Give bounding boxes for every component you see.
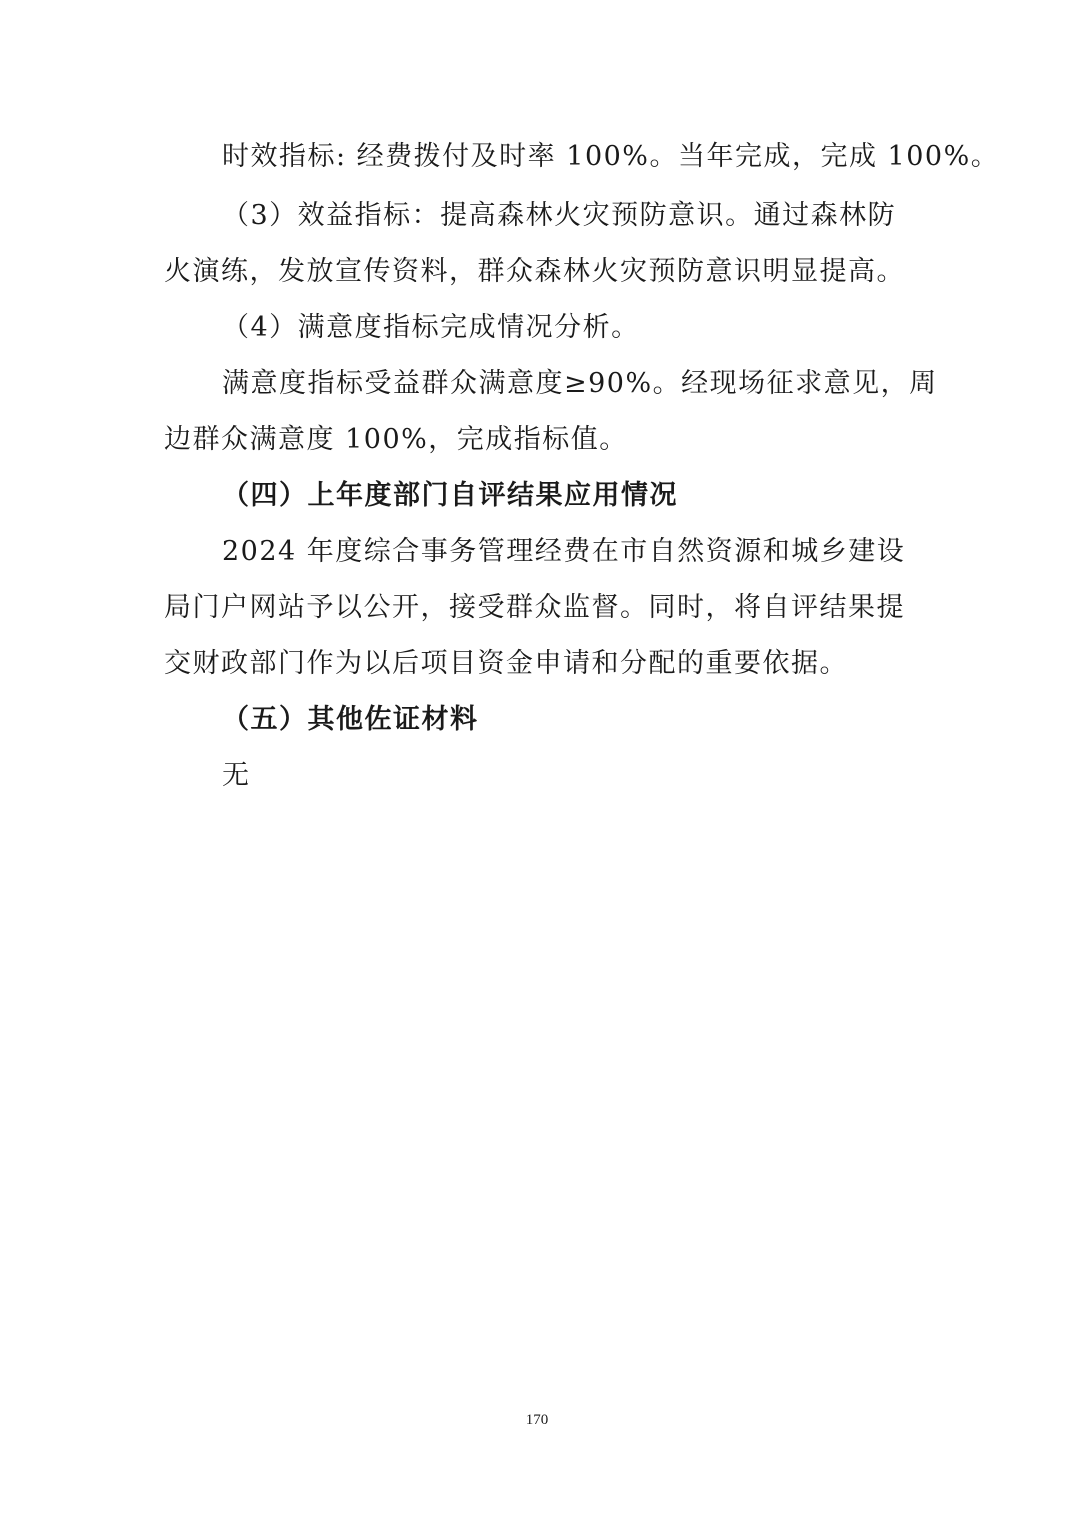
section-heading-other-materials: （五）其他佐证材料 [222, 704, 479, 735]
section-heading-self-evaluation-application: （四）上年度部门自评结果应用情况 [222, 480, 678, 511]
paragraph-satisfaction-indicator-cont: 边群众满意度 100%，完成指标值。 [164, 424, 628, 455]
paragraph-satisfaction-indicator: 满意度指标受益群众满意度≥90%。经现场征求意见，周 [222, 368, 938, 399]
paragraph-timeliness-indicator: 时效指标: 经费拨付及时率 100%。当年完成，完成 100%。 [222, 141, 1000, 172]
page-number: 170 [525, 1412, 549, 1428]
paragraph-benefit-indicator-cont: 火演练，发放宣传资料，群众森林火灾预防意识明显提高。 [164, 256, 905, 287]
paragraph-none: 无 [222, 760, 251, 791]
paragraph-satisfaction-analysis: （4）满意度指标完成情况分析。 [222, 312, 640, 343]
paragraph-self-evaluation-cont1: 局门户网站予以公开，接受群众监督。同时，将自评结果提 [164, 592, 905, 623]
paragraph-self-evaluation: 2024 年度综合事务管理经费在市自然资源和城乡建设 [222, 536, 906, 567]
paragraph-benefit-indicator: （3）效益指标：提高森林火灾预防意识。通过森林防 [222, 200, 897, 231]
paragraph-self-evaluation-cont2: 交财政部门作为以后项目资金申请和分配的重要依据。 [164, 648, 848, 679]
